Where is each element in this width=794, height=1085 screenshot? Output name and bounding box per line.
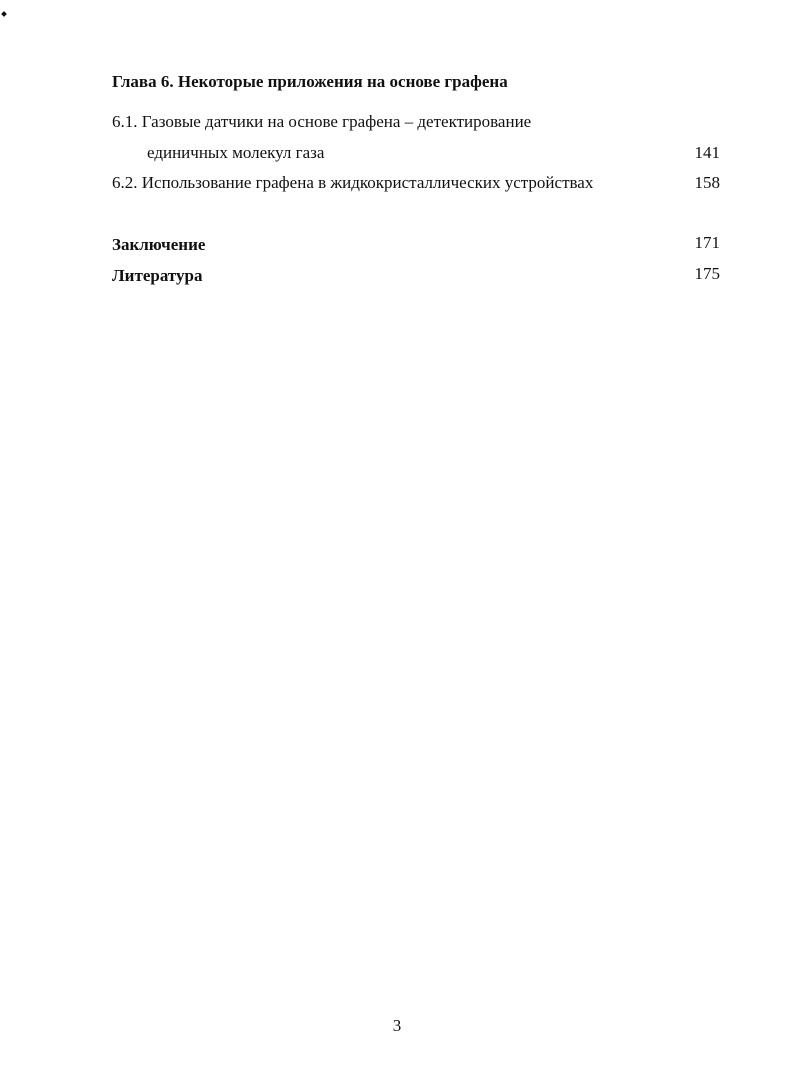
toc-entry-conclusion-page: 171 [694, 233, 720, 252]
scan-corner-mark [1, 11, 7, 17]
page-number: 3 [392, 1016, 402, 1035]
toc-entry-6-2: 6.2. Использование графена в жидкокристаллических устройствах [112, 173, 594, 192]
toc-entry-6-1-page: 141 [694, 143, 720, 162]
toc-entry-conclusion: Заключение [112, 235, 206, 254]
toc-entry-6-1-line2: единичных молекул газа [147, 143, 325, 162]
toc-entry-literature-page: 175 [694, 264, 720, 283]
toc-entry-6-1-line1: 6.1. Газовые датчики на основе графена – детектирование [112, 112, 532, 131]
chapter-title: Глава 6. Некоторые приложения на основе графена [112, 72, 508, 91]
toc-entry-6-2-page: 158 [694, 173, 720, 192]
toc-entry-literature: Литература [112, 266, 203, 285]
